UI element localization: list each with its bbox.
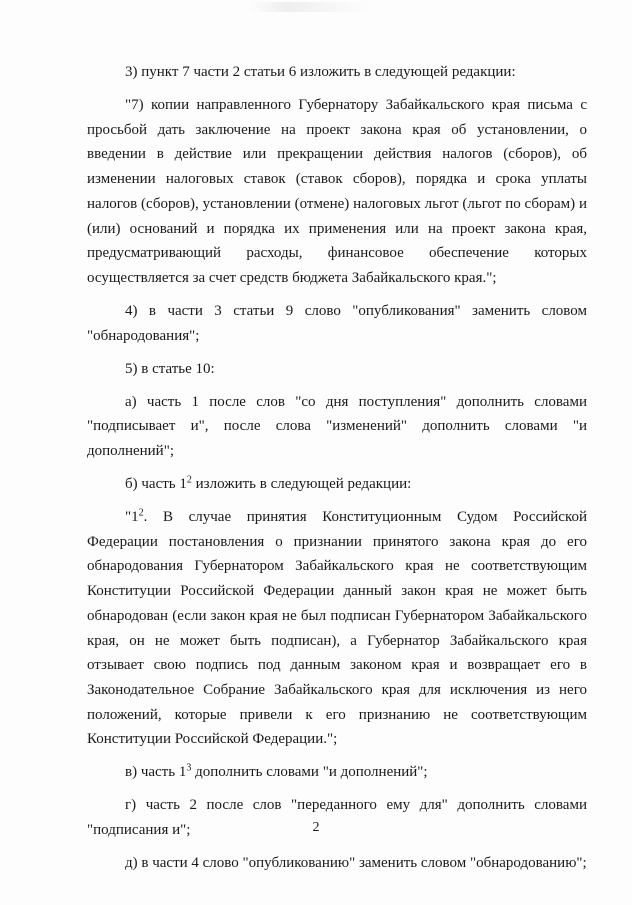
subpoint-b-superscript: 2 — [186, 474, 192, 486]
subpoint-b-start: б) часть 1 — [125, 476, 187, 493]
paragraph-subpoint-g: г) часть 2 после слов "переданного ему для" дополнить словами "подписания и"; — [87, 797, 587, 839]
document-body — [87, 60, 587, 884]
subpoint-v-start: в) часть 1 — [125, 764, 187, 781]
subpoint-v-end: дополнить словами "и дополнений"; — [191, 764, 428, 781]
part-1-2-end: . В случае принятия Конституционным Судом Российской Федерации постановления о признании принятого закона края до его обнародования Губернатором Забайкальского края не соответствующим Конституции Российской Федерации данный закон края не может быть обнародован (если закон края не был подписан Губернатором Забайкальского края, он не может быть подписан), а Губернатор Забайкальского края отзывает свою подпись под данным законом края и возвращает его в Законодательное Собрание Забайкальского края для исключения из него положений, которые привели к его признанию не соответствующим Конституции Российской Федерации."; — [87, 509, 587, 748]
part-1-2-superscript: 2 — [138, 507, 144, 519]
page-number: 2 — [312, 820, 320, 835]
paragraph-subpoint-a: а) часть 1 после слов "со дня поступления" дополнить словами "подписывает и", после слова "изменений" дополнить словами "и дополнений"; — [87, 393, 587, 460]
paragraph-subpoint-d: д) в части 4 слово "опубликованию" заменить словом "обнародованию"; — [125, 855, 587, 872]
paragraph-point-5: 5) в статье 10: — [125, 360, 215, 377]
paragraph-point-3: 3) пункт 7 части 2 статьи 6 изложить в следующей редакции: — [125, 64, 516, 80]
subpoint-b-end: изложить в следующей редакции: — [191, 476, 412, 493]
paragraph-part-1-2-text — [87, 505, 587, 752]
paragraph-point-7-text: "7) копии направленного Губернатору Забайкальского края письма с просьбой дать заключение на проект закона края об установлении, о введении в действие или прекращении действия налогов (сборов), об изменении налоговых ставок (ставок сборов), порядка и срока уплаты налогов (сборов), установлении (отмене) налоговых льгот (льгот по сборам) и (или) оснований и порядка их применения или на проект закона края, предусматривающий расходы, финансовое обеспечение которых осуществляется за счет средств бюджета Забайкальского края."; — [87, 97, 587, 286]
paragraph-point-4: 4) в части 3 статьи 9 слово "опубликования" заменить словом "обнародования"; — [87, 302, 587, 344]
paragraph-subpoint-v — [87, 760, 587, 785]
subpoint-v-superscript: 3 — [186, 762, 192, 774]
scan-artifact — [250, 2, 370, 12]
part-1-2-start: "1 — [125, 509, 139, 526]
paragraph-subpoint-b — [87, 472, 587, 497]
